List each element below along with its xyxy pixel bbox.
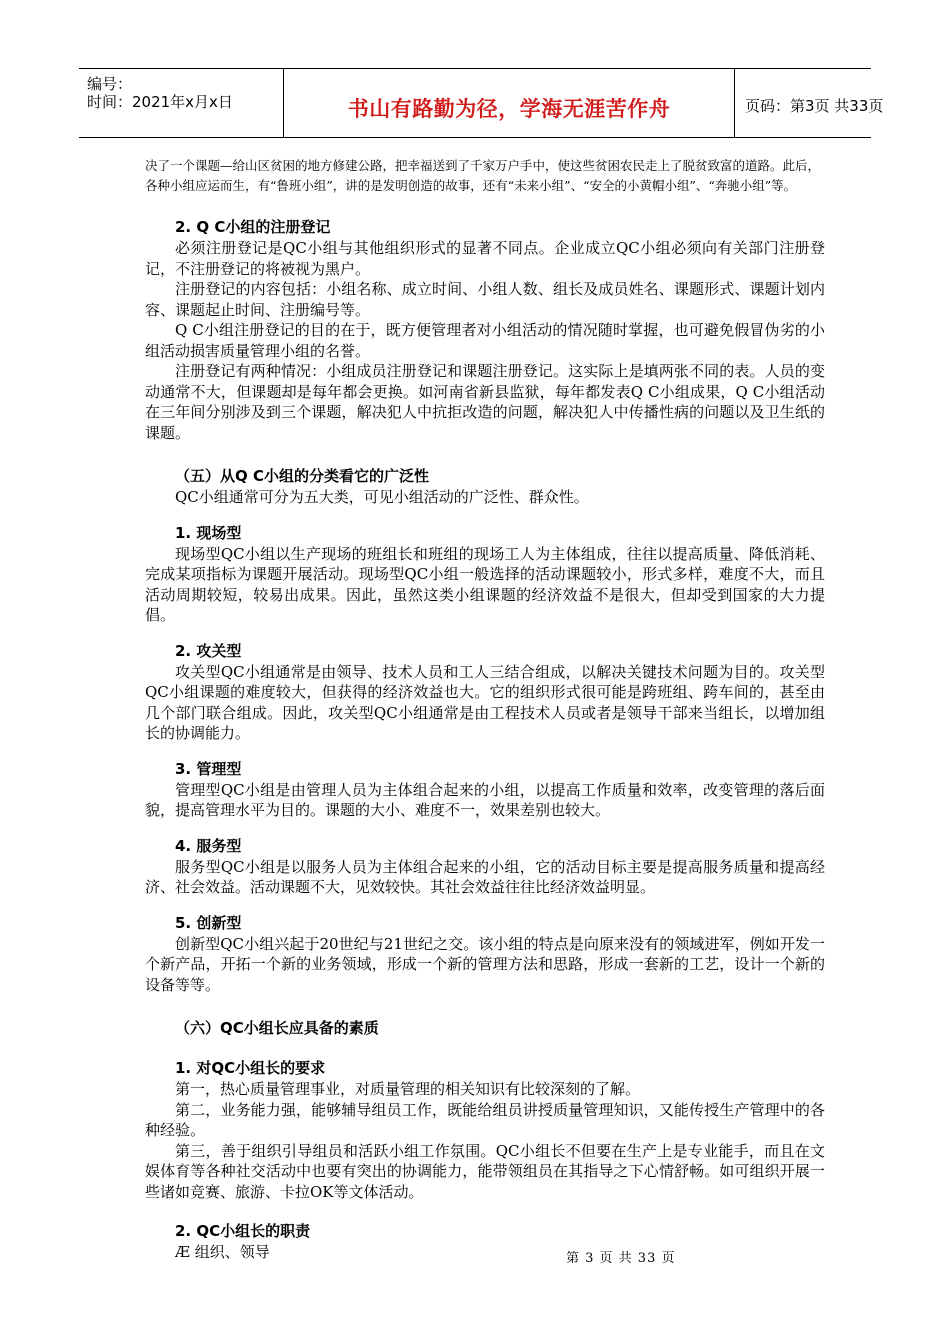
- type-heading: 4. 服务型: [175, 836, 242, 855]
- page-footer: 第 3 页 共 33 页: [566, 1251, 676, 1266]
- leader-duties-heading: 2. QC小组长的职责: [175, 1222, 311, 1240]
- registration-paragraph: Q C小组注册登记的目的在于，既方便管理者对小组活动的情况随时掌握，也可避免假冒伪劣的小组活动损害质量管理小组的名誉。: [145, 321, 825, 360]
- type-paragraph: 管理型QC小组是由管理人员为主体组合起来的小组，以提高工作质量和效率，改变管理的落后面貌，提高管理水平为目的。课题的大小、难度不一，效果差别也较大。: [145, 780, 825, 819]
- header-motto-cell: [284, 69, 735, 137]
- intro-paragraph: 决了一个课题—给山区贫困的地方修建公路，把幸福送到了千家万户手中，使这些贫困农民走上了脱贫致富的道路。此后，各种小组应运而生，有“鲁班小组”，讲的是发明创造的故事，还有“未来小组”、“安全的小黄帽小组”、“奔驰小组”等。: [145, 158, 821, 193]
- type-heading: 2. 攻关型: [175, 641, 242, 660]
- registration-paragraph: 注册登记有两种情况：小组成员注册登记和课题注册登记。这实际上是填两张不同的表。人员的变动通常不大，但课题却是每年都会更换。如河南省新县监狱，每年都发表Q C小组成果，Q C小组活动在三年间分别涉及到三个课题，解决犯人中抗拒改造的问题，解决犯人中传播性病的问题以及卫生纸的课题。: [145, 362, 825, 442]
- header-meta-cell: [79, 69, 284, 137]
- registration-section: [145, 216, 825, 443]
- document-body: [145, 156, 825, 1263]
- classification-heading: （五）从Q C小组的分类看它的广泛性: [175, 467, 429, 485]
- type-paragraph: 创新型QC小组兴起于20世纪与21世纪之交。该小组的特点是向原来没有的领域进军，例如开发一个新产品，开拓一个新的业务领域，形成一个新的管理方法和思路，形成一套新的工艺，设计一个新的设备等等。: [145, 934, 825, 994]
- leader-requirements-heading: 1. 对QC小组长的要求: [175, 1059, 326, 1077]
- classification-intro: QC小组通常可分为五大类，可见小组活动的广泛性、群众性。: [175, 488, 589, 506]
- registration-paragraph: 注册登记的内容包括：小组名称、成立时间、小组人数、组长及成员姓名、课题形式、课题计划内容、课题起止时间、注册编号等。: [145, 280, 825, 319]
- type-paragraph: 现场型QC小组以生产现场的班组长和班组的现场工人为主体组成，往往以提高质量、降低消耗、完成某项指标为课题开展活动。现场型QC小组一般选择的活动课题较小，形式多样，难度不大，而且活动周期较短，较易出成果。因此，虽然这类小组课题的经济效益不是很大，但却受到国家的大力提倡。: [145, 544, 825, 624]
- document-date-label: 时间：2021年x月x日: [87, 93, 233, 111]
- type-heading: 5. 创新型: [175, 913, 242, 932]
- header-page-cell: [735, 69, 884, 137]
- registration-heading: 2. Q C小组的注册登记: [175, 218, 331, 236]
- header-page-number: 页码：第3页 共33页: [745, 97, 884, 115]
- leader-heading: （六）QC小组长应具备的素质: [175, 1019, 379, 1037]
- classification-section: [145, 465, 825, 995]
- type-paragraph: 攻关型QC小组通常是由领导、技术人员和工人三结合组成，以解决关键技术问题为目的。攻关型QC小组课题的难度较大，但获得的经济效益也大。它的组织形式很可能是跨班组、跨车间的，甚至由几个部门联合组成。因此，攻关型QC小组通常是由工程技术人员或者是领导干部来当组长，以增加组长的协调能力。: [145, 662, 825, 742]
- type-paragraph: 服务型QC小组是以服务人员为主体组合起来的小组，它的活动目标主要是提高服务质量和提高经济、社会效益。活动课题不大，见效较快。其社会效益往往比经济效益明显。: [145, 857, 825, 896]
- requirement-paragraph: 第二，业务能力强，能够辅导组员工作，既能给组员讲授质量管理知识，又能传授生产管理中的各种经验。: [145, 1100, 825, 1139]
- type-heading: 3. 管理型: [175, 759, 242, 778]
- document-number-label: 编号：: [87, 75, 133, 93]
- requirement-paragraph: 第三，善于组织引导组员和活跃小组工作氛围。QC小组长不但要在生产上是专业能手，而且在文娱体育等各种社交活动中也要有突出的协调能力，能带领组员在其指导之下心情舒畅。如可组织开展一些诸如竞赛、旅游、卡拉OK等文体活动。: [145, 1141, 825, 1201]
- header-motto: 书山有路勤为径，学海无涯苦作舟: [347, 97, 671, 121]
- registration-paragraph: 必须注册登记是QC小组与其他组织形式的显著不同点。企业成立QC小组必须向有关部门注册登记，不注册登记的将被视为黑户。: [145, 239, 825, 278]
- leader-section: [145, 1017, 825, 1263]
- requirement-paragraph: 第一，热心质量管理事业，对质量管理的相关知识有比较深刻的了解。: [175, 1080, 641, 1098]
- duty-item: Æ 组织、领导: [175, 1243, 270, 1261]
- header-table: [79, 68, 884, 138]
- type-heading: 1. 现场型: [175, 523, 242, 542]
